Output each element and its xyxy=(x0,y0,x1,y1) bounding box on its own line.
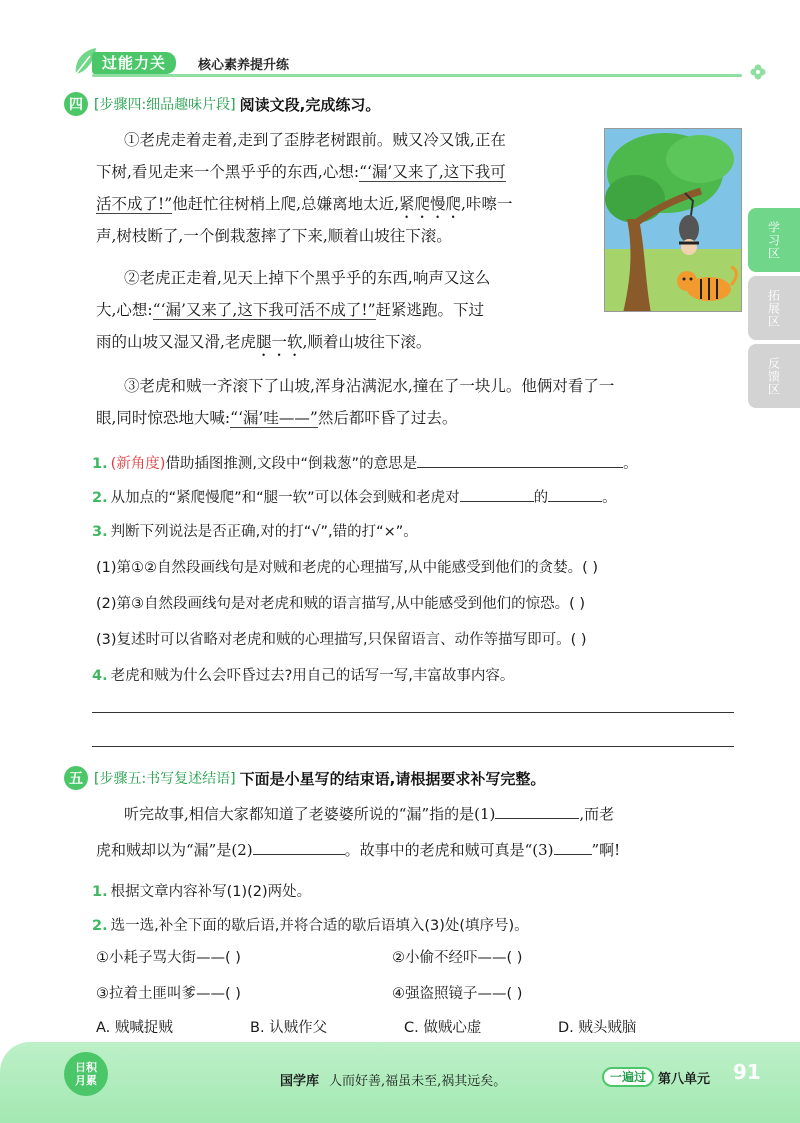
question-4-3: 3. 判断下列说法是否正确,对的打“√”,错的打“×”。 xyxy=(92,524,418,540)
series-logo: 一遍过 xyxy=(602,1067,654,1087)
quote-label: 国学库 xyxy=(280,1074,320,1089)
section4-heading xyxy=(64,92,380,116)
unit-name: 第八单元 xyxy=(658,1071,711,1087)
passage-line: 下树,看见走来一个黑乎乎的东西,心想:“‘漏’又来了,这下我可 xyxy=(96,163,506,181)
idiom-item: ②小偷不经吓——( ) xyxy=(392,950,523,966)
ending-line: 虎和贼却以为“漏”是(2) 。故事中的老虎和贼可真是“(3) ”啊! xyxy=(96,841,621,859)
page-header xyxy=(62,44,762,80)
answer-blank[interactable] xyxy=(495,803,579,819)
passage-line: ①老虎走着走着,走到了歪脖老树跟前。贼又冷又饿,正在 xyxy=(124,131,506,149)
option-a: A. 贼喊捉贼 xyxy=(96,1020,173,1036)
unit-indicator xyxy=(602,1066,710,1088)
underlined-thought: “‘漏’又来了,这下我可活不成了!” xyxy=(152,301,376,319)
answer-blank[interactable] xyxy=(554,839,592,855)
answer-blank[interactable] xyxy=(417,452,623,468)
daily-accumulation-badge: 日积 月累 xyxy=(64,1052,108,1096)
page-footer xyxy=(0,1042,800,1123)
section5-title: 下面是小星写的结束语,请根据要求补写完整。 xyxy=(239,769,546,788)
passage-line: ③老虎和贼一齐滚下了山坡,浑身沾满泥水,撞在了一块儿。他俩对看了一 xyxy=(124,377,615,395)
idiom-item: ③拉着土匪叫爹——( ) xyxy=(96,986,241,1002)
section5-number: 五 xyxy=(64,766,88,790)
tree-tiger-illustration xyxy=(605,129,742,312)
question-5-1: 1. 根据文章内容补写(1)(2)两处。 xyxy=(92,884,312,900)
underlined-thought: 活不成了!” xyxy=(96,195,173,213)
question-4-3-1: (1)第①②自然段画线句是对贼和老虎的心理描写,从中能感受到他们的贪婪。( ) xyxy=(96,560,599,576)
answer-blank[interactable] xyxy=(548,486,602,502)
answer-blank[interactable] xyxy=(253,839,345,855)
section5-heading xyxy=(64,766,545,790)
side-tab-study[interactable]: 学习区 xyxy=(748,208,800,272)
flower-icon xyxy=(750,64,766,80)
page-number: 91 xyxy=(733,1060,761,1084)
option-b: B. 认贼作父 xyxy=(250,1020,328,1036)
side-tab-extend[interactable]: 拓展区 xyxy=(748,276,800,340)
section4-title: 阅读文段,完成练习。 xyxy=(239,95,381,114)
answer-line[interactable] xyxy=(92,746,734,747)
question-4-4: 4. 老虎和贼为什么会吓昏过去?用自己的话写一写,丰富故事内容。 xyxy=(92,668,515,684)
passage-line: 活不成了!”他赶忙往树梢上爬,总嫌离地太近,紧爬慢爬,咔嚓一 xyxy=(96,195,513,213)
idiom-item: ④强盗照镜子——( ) xyxy=(392,986,523,1002)
header-subtitle: 核心素养提升练 xyxy=(198,58,290,73)
underlined-thought: “‘漏’又来了,这下我可 xyxy=(359,163,506,181)
option-d: D. 贼头贼脑 xyxy=(558,1020,637,1036)
section4-tag: [步骤四:细品趣味片段] xyxy=(94,97,236,113)
story-illustration xyxy=(604,128,742,312)
dotted-phrase: 腿一软 xyxy=(255,333,303,351)
passage-line: 雨的山坡又湿又滑,老虎腿一软,顺着山坡往下滚。 xyxy=(96,333,432,351)
question-4-1: 1. (新角度)借助插图推测,文段中“倒栽葱”的意思是 。 xyxy=(92,452,638,473)
passage-line: 声,树枝断了,一个倒栽葱摔了下来,顺着山坡往下滚。 xyxy=(96,227,452,245)
side-tab-feedback[interactable]: 反馈区 xyxy=(748,344,800,408)
new-angle-tag: (新角度) xyxy=(110,456,166,472)
idiom-item: ①小耗子骂大街——( ) xyxy=(96,950,241,966)
header-rule xyxy=(92,74,742,77)
passage-line: ②老虎正走着,见天上掉下个黑乎乎的东西,响声又这么 xyxy=(124,269,491,287)
question-5-2: 2. 选一选,补全下面的歇后语,并将合适的歇后语填入(3)处(填序号)。 xyxy=(92,918,529,934)
question-4-2: 2. 从加点的“紧爬慢爬”和“腿一软”可以体会到贼和老虎对 的 。 xyxy=(92,486,617,507)
question-4-3-2: (2)第③自然段画线句是对老虎和贼的语言描写,从中能感受到他们的惊恐。( ) xyxy=(96,596,586,612)
section4-number: 四 xyxy=(64,92,88,116)
answer-line[interactable] xyxy=(92,712,734,713)
header-tab: 过能力关 xyxy=(92,52,176,74)
passage-line: 大,心想:“‘漏’又来了,这下我可活不成了!”赶紧逃跑。下过 xyxy=(96,301,485,319)
question-4-3-3: (3)复述时可以省略对老虎和贼的心理描写,只保留语言、动作等描写即可。( ) xyxy=(96,632,587,648)
option-c: C. 做贼心虚 xyxy=(404,1020,482,1036)
section5-tag: [步骤五:书写复述结语] xyxy=(94,771,236,787)
underlined-speech: “‘漏’哇——” xyxy=(230,409,318,427)
passage-line: 眼,同时惊恐地大喊:“‘漏’哇——”然后都吓昏了过去。 xyxy=(96,409,458,427)
dotted-phrase: 紧爬慢爬 xyxy=(399,195,462,213)
classic-quote: 国学库 人而好善,福虽未至,祸其远矣。 xyxy=(280,1074,507,1089)
side-tabs xyxy=(748,208,800,412)
ending-line: 听完故事,相信大家都知道了老婆婆所说的“漏”指的是(1) ,而老 xyxy=(124,805,615,823)
answer-blank[interactable] xyxy=(460,486,534,502)
